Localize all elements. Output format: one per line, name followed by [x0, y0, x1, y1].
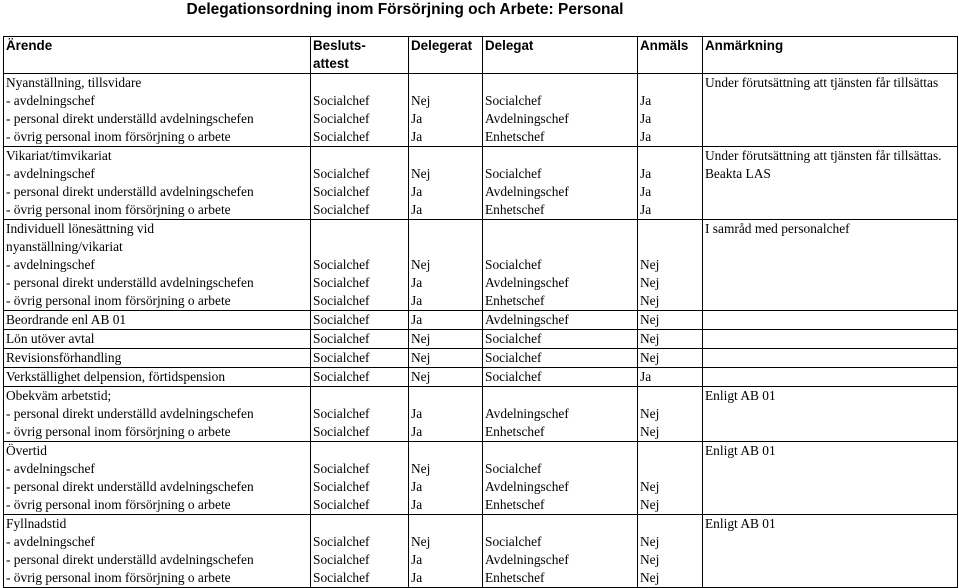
cell-arende — [4, 220, 311, 311]
delegerat-line: Ja — [411, 552, 423, 567]
header-beslutsattest-line: Besluts- — [313, 38, 366, 53]
delegat-line: Socialchef — [485, 369, 542, 384]
cell-anmals — [638, 515, 703, 588]
delegat-line — [485, 238, 637, 256]
delegat-line: Enhetschef — [485, 424, 545, 439]
cell-delegat — [483, 220, 638, 311]
cell-delegat — [483, 147, 638, 220]
cell-anmals — [638, 147, 703, 220]
delegerat-line: Ja — [411, 129, 423, 144]
cell-delegat — [483, 349, 638, 368]
table-row — [4, 515, 958, 588]
cell-beslutsattest — [311, 387, 409, 442]
delegerat-line: Ja — [411, 424, 423, 439]
arende-line: - övrig personal inom försörjning o arbete — [6, 293, 231, 308]
delegat-line: Socialchef — [485, 93, 542, 108]
beslutsattest-line: Socialchef — [313, 570, 370, 585]
delegat-line: Socialchef — [485, 257, 542, 272]
anmals-line: Nej — [640, 424, 660, 439]
delegerat-line — [411, 515, 482, 533]
beslutsattest-line: Socialchef — [313, 350, 370, 365]
cell-anmals — [638, 442, 703, 515]
cell-arende — [4, 368, 311, 387]
anmals-line: Nej — [640, 331, 660, 346]
anmals-line: Nej — [640, 293, 660, 308]
table-row — [4, 387, 958, 442]
cell-beslutsattest — [311, 74, 409, 147]
beslutsattest-line: Socialchef — [313, 497, 370, 512]
beslutsattest-line: Socialchef — [313, 552, 370, 567]
anmals-line: Ja — [640, 129, 652, 144]
header-anmals: Anmäls — [638, 37, 703, 74]
beslutsattest-line — [313, 238, 408, 256]
cell-anmarkning: Under förutsättning att tjänsten får tillsättas. Beakta LAS — [703, 147, 958, 220]
document-title: Delegationsordning inom Försörjning och Arbete: Personal — [186, 1, 624, 18]
delegat-line — [485, 220, 637, 238]
arende-line: nyanställning/vikariat — [6, 239, 123, 254]
cell-beslutsattest — [311, 147, 409, 220]
cell-anmarkning: Under förutsättning att tjänsten får tillsättas — [703, 74, 958, 147]
delegat-line: Avdelningschef — [485, 552, 569, 567]
cell-anmals — [638, 349, 703, 368]
arende-line: - avdelningschef — [6, 534, 95, 549]
cell-delegerat — [409, 330, 483, 349]
delegerat-line: Ja — [411, 202, 423, 217]
anmals-line: Ja — [640, 369, 652, 384]
delegerat-line: Ja — [411, 479, 423, 494]
anmals-line — [640, 74, 702, 92]
cell-anmarkning — [703, 311, 958, 330]
delegerat-line — [411, 238, 482, 256]
cell-delegat — [483, 515, 638, 588]
delegat-line — [485, 515, 637, 533]
beslutsattest-line: Socialchef — [313, 293, 370, 308]
delegerat-line: Nej — [411, 331, 431, 346]
cell-delegat — [483, 387, 638, 442]
delegerat-line: Ja — [411, 184, 423, 199]
cell-anmarkning: Enligt AB 01 — [703, 387, 958, 442]
delegat-line: Socialchef — [485, 534, 542, 549]
beslutsattest-line: Socialchef — [313, 479, 370, 494]
table-row — [4, 311, 958, 330]
cell-delegerat — [409, 349, 483, 368]
delegerat-line: Ja — [411, 275, 423, 290]
beslutsattest-line — [313, 220, 408, 238]
arende-line: Övertid — [6, 443, 47, 458]
delegerat-line: Nej — [411, 350, 431, 365]
delegat-line: Avdelningschef — [485, 479, 569, 494]
arende-line: - avdelningschef — [6, 461, 95, 476]
anmals-line — [640, 515, 702, 533]
anmals-line: Nej — [640, 350, 660, 365]
cell-anmals — [638, 368, 703, 387]
beslutsattest-line — [313, 442, 408, 460]
arende-line: Beordrande enl AB 01 — [6, 312, 127, 327]
delegerat-line: Nej — [411, 93, 431, 108]
arende-line: - personal direkt underställd avdelningschefen — [6, 111, 254, 126]
beslutsattest-line: Socialchef — [313, 111, 370, 126]
delegerat-line: Nej — [411, 369, 431, 384]
beslutsattest-line: Socialchef — [313, 202, 370, 217]
beslutsattest-line — [313, 74, 408, 92]
header-arende: Ärende — [4, 37, 311, 74]
delegat-line: Enhetschef — [485, 129, 545, 144]
cell-anmals — [638, 387, 703, 442]
delegat-line — [485, 147, 637, 165]
arende-line: Individuell lönesättning vid — [6, 221, 155, 236]
anmals-line: Nej — [640, 257, 660, 272]
cell-delegerat — [409, 368, 483, 387]
delegerat-line — [411, 147, 482, 165]
anmals-line — [640, 147, 702, 165]
cell-anmals — [638, 311, 703, 330]
cell-anmarkning — [703, 330, 958, 349]
arende-line: Revisionsförhandling — [6, 350, 122, 365]
delegat-line: Enhetschef — [485, 202, 545, 217]
beslutsattest-line: Socialchef — [313, 312, 370, 327]
delegerat-line: Nej — [411, 461, 431, 476]
beslutsattest-line: Socialchef — [313, 257, 370, 272]
beslutsattest-line — [313, 515, 408, 533]
cell-anmarkning — [703, 368, 958, 387]
cell-delegerat — [409, 147, 483, 220]
anmals-line: Ja — [640, 184, 652, 199]
delegerat-line: Ja — [411, 570, 423, 585]
cell-beslutsattest — [311, 311, 409, 330]
delegat-line: Socialchef — [485, 166, 542, 181]
delegat-line: Avdelningschef — [485, 312, 569, 327]
header-beslutsattest — [311, 37, 409, 74]
beslutsattest-line: Socialchef — [313, 331, 370, 346]
arende-line: - övrig personal inom försörjning o arbete — [6, 202, 231, 217]
table-row — [4, 349, 958, 368]
arende-line: Lön utöver avtal — [6, 331, 95, 346]
cell-anmarkning — [703, 349, 958, 368]
cell-beslutsattest — [311, 515, 409, 588]
cell-beslutsattest — [311, 220, 409, 311]
cell-beslutsattest — [311, 442, 409, 515]
anmals-line: Nej — [640, 534, 660, 549]
cell-delegat — [483, 330, 638, 349]
cell-beslutsattest — [311, 349, 409, 368]
arende-line: - övrig personal inom försörjning o arbete — [6, 570, 231, 585]
cell-arende — [4, 74, 311, 147]
beslutsattest-line: Socialchef — [313, 406, 370, 421]
delegat-line — [485, 74, 637, 92]
arende-line: - personal direkt underställd avdelningschefen — [6, 479, 254, 494]
arende-line: - personal direkt underställd avdelningschefen — [6, 275, 254, 290]
delegat-line: Avdelningschef — [485, 184, 569, 199]
cell-arende — [4, 147, 311, 220]
table-row — [4, 330, 958, 349]
header-anmarkning: Anmärkning — [703, 37, 958, 74]
beslutsattest-line — [313, 387, 408, 405]
beslutsattest-line: Socialchef — [313, 369, 370, 384]
arende-line: Vikariat/timvikariat — [6, 148, 112, 163]
delegat-line: Avdelningschef — [485, 111, 569, 126]
beslutsattest-line: Socialchef — [313, 461, 370, 476]
arende-line: - övrig personal inom försörjning o arbete — [6, 497, 231, 512]
cell-anmarkning: Enligt AB 01 — [703, 515, 958, 588]
delegerat-line — [411, 220, 482, 238]
beslutsattest-line: Socialchef — [313, 424, 370, 439]
cell-delegerat — [409, 74, 483, 147]
cell-beslutsattest — [311, 368, 409, 387]
anmals-line — [640, 460, 702, 478]
delegerat-line — [411, 442, 482, 460]
delegat-line — [485, 387, 637, 405]
delegat-line: Socialchef — [485, 350, 542, 365]
cell-delegerat — [409, 515, 483, 588]
beslutsattest-line: Socialchef — [313, 184, 370, 199]
anmals-line: Nej — [640, 570, 660, 585]
header-beslutsattest-line: attest — [313, 56, 349, 71]
beslutsattest-line: Socialchef — [313, 275, 370, 290]
delegerat-line: Ja — [411, 312, 423, 327]
header-delegat: Delegat — [483, 37, 638, 74]
cell-delegerat — [409, 311, 483, 330]
delegat-line: Enhetschef — [485, 497, 545, 512]
cell-delegerat — [409, 220, 483, 311]
anmals-line — [640, 220, 702, 238]
cell-delegat — [483, 311, 638, 330]
arende-line: - personal direkt underställd avdelningschefen — [6, 406, 254, 421]
anmals-line: Nej — [640, 312, 660, 327]
cell-anmals — [638, 74, 703, 147]
table-row — [4, 442, 958, 515]
anmals-line: Nej — [640, 275, 660, 290]
delegat-line: Enhetschef — [485, 570, 545, 585]
arende-line: - personal direkt underställd avdelningschefen — [6, 552, 254, 567]
beslutsattest-line: Socialchef — [313, 93, 370, 108]
delegerat-line — [411, 387, 482, 405]
delegat-line — [485, 442, 637, 460]
arende-line: Fyllnadstid — [6, 516, 67, 531]
cell-arende — [4, 349, 311, 368]
anmals-line: Nej — [640, 479, 660, 494]
cell-arende — [4, 330, 311, 349]
anmals-line: Ja — [640, 202, 652, 217]
cell-arende — [4, 442, 311, 515]
anmals-line: Nej — [640, 497, 660, 512]
delegat-line: Socialchef — [485, 461, 542, 476]
anmals-line: Ja — [640, 166, 652, 181]
arende-line: Obekväm arbetstid; — [6, 388, 112, 403]
delegerat-line: Ja — [411, 497, 423, 512]
cell-anmals — [638, 330, 703, 349]
anmals-line — [640, 238, 702, 256]
cell-beslutsattest — [311, 330, 409, 349]
table-row — [4, 147, 958, 220]
beslutsattest-line: Socialchef — [313, 129, 370, 144]
cell-anmarkning: Enligt AB 01 — [703, 442, 958, 515]
delegat-line: Socialchef — [485, 331, 542, 346]
cell-delegat — [483, 368, 638, 387]
anmals-line: Nej — [640, 406, 660, 421]
arende-line: - personal direkt underställd avdelningschefen — [6, 184, 254, 199]
anmals-line: Ja — [640, 111, 652, 126]
cell-anmarkning: I samråd med personalchef — [703, 220, 958, 311]
cell-arende — [4, 387, 311, 442]
delegerat-line: Nej — [411, 257, 431, 272]
delegerat-line — [411, 74, 482, 92]
delegat-line: Avdelningschef — [485, 406, 569, 421]
anmals-line: Ja — [640, 93, 652, 108]
arende-line: - övrig personal inom försörjning o arbete — [6, 424, 231, 439]
delegerat-line: Ja — [411, 406, 423, 421]
arende-line: - övrig personal inom försörjning o arbete — [6, 129, 231, 144]
delegat-line: Enhetschef — [485, 293, 545, 308]
anmals-line — [640, 442, 702, 460]
arende-line: - avdelningschef — [6, 166, 95, 181]
cell-arende — [4, 515, 311, 588]
table-row — [4, 368, 958, 387]
header-delegerat: Delegerat — [409, 37, 483, 74]
anmals-line: Nej — [640, 552, 660, 567]
cell-delegat — [483, 74, 638, 147]
arende-line: Nyanställning, tillsvidare — [6, 75, 142, 90]
anmals-line — [640, 387, 702, 405]
delegerat-line: Nej — [411, 166, 431, 181]
arende-line: - avdelningschef — [6, 93, 95, 108]
beslutsattest-line: Socialchef — [313, 166, 370, 181]
table-header-row — [4, 37, 958, 74]
cell-delegat — [483, 442, 638, 515]
cell-arende — [4, 311, 311, 330]
cell-anmals — [638, 220, 703, 311]
delegat-line: Avdelningschef — [485, 275, 569, 290]
arende-line: Verkställighet delpension, förtidspension — [6, 369, 226, 384]
delegerat-line: Ja — [411, 293, 423, 308]
beslutsattest-line — [313, 147, 408, 165]
table-row — [4, 220, 958, 311]
table-body — [4, 74, 958, 588]
cell-delegerat — [409, 442, 483, 515]
table-row — [4, 74, 958, 147]
cell-delegerat — [409, 387, 483, 442]
delegation-table — [3, 36, 958, 588]
delegerat-line: Nej — [411, 534, 431, 549]
arende-line: - avdelningschef — [6, 257, 95, 272]
beslutsattest-line: Socialchef — [313, 534, 370, 549]
delegerat-line: Ja — [411, 111, 423, 126]
